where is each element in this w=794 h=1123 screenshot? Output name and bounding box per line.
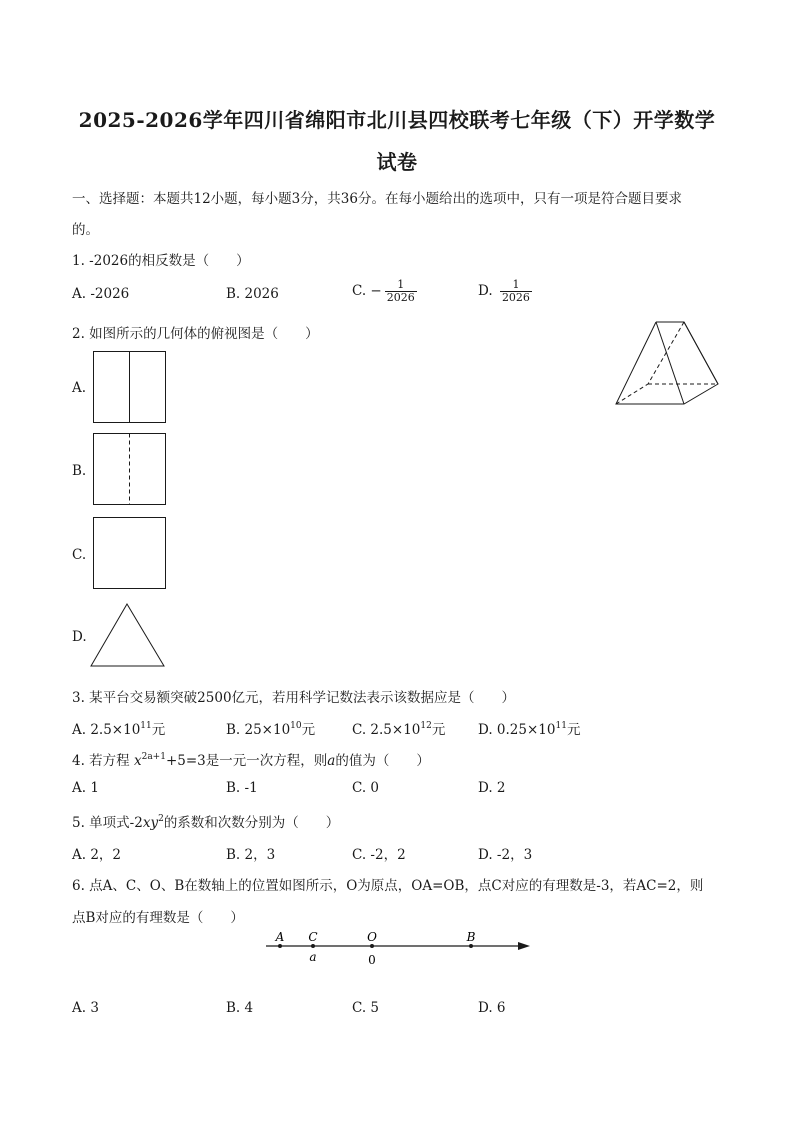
q3-option-d-exponent: 11 <box>555 721 567 731</box>
q2-option-a-label: A. <box>72 380 87 396</box>
q1-option-d-numerator: 1 <box>500 279 532 292</box>
q2-option-c-label: C. <box>72 547 87 563</box>
q5-stem-prefix: 5. 单项式-2 <box>72 815 143 831</box>
q1-option-c-numerator: 1 <box>385 279 417 292</box>
q4-stem-middle: +5=3是一元一次方程，则 <box>165 753 328 769</box>
axis-sub-label-c: a <box>309 950 317 964</box>
q1-option-c-fraction <box>385 279 417 304</box>
axis-label-a: A <box>275 930 285 944</box>
q5-option-b: B. 2，3 <box>226 847 276 863</box>
q3-option-a-base: A. 2.5×10 <box>72 722 141 738</box>
question-5-stem <box>72 811 339 831</box>
q6-option-b: B. 4 <box>226 1000 254 1016</box>
q3-option-b-unit: 元 <box>301 722 316 738</box>
question-2-stem: 2. 如图所示的几何体的俯视图是（ ） <box>72 326 319 342</box>
axis-label-c: C <box>308 930 318 944</box>
q3-option-a <box>72 718 165 738</box>
q1-option-d-prefix: D. <box>478 283 497 299</box>
q3-option-a-exponent: 11 <box>140 721 152 731</box>
q2-option-c-figure <box>93 517 167 590</box>
triangular-prism-figure <box>612 320 722 408</box>
q3-option-d-base: D. 0.25×10 <box>478 722 556 738</box>
question-1-stem: 1. -2026的相反数是（ ） <box>72 253 250 269</box>
q2-option-d-label: D. <box>72 629 87 645</box>
q5-option-c: C. -2，2 <box>352 847 406 863</box>
q1-option-c-prefix: C. − <box>352 283 382 299</box>
q6-option-a: A. 3 <box>72 1000 99 1016</box>
q3-option-c-base: C. 2.5×10 <box>352 722 421 738</box>
q5-option-d: D. -2，3 <box>478 847 533 863</box>
q6-option-d: D. 6 <box>478 1000 506 1016</box>
q4-option-b: B. -1 <box>226 780 258 796</box>
q6-option-c: C. 5 <box>352 1000 380 1016</box>
q4-option-a: A. 1 <box>72 780 99 796</box>
q3-option-c-unit: 元 <box>431 722 446 738</box>
q2-option-d-figure <box>90 603 166 668</box>
q3-option-d <box>478 718 580 738</box>
q3-option-a-unit: 元 <box>151 722 166 738</box>
q5-stem-suffix: 的系数和次数分别为（ ） <box>163 815 340 831</box>
question-4-stem <box>72 749 430 769</box>
q4-variable-x: x <box>133 753 142 769</box>
q2-option-a-figure <box>93 351 167 424</box>
q4-stem-suffix: 的值为（ ） <box>335 753 430 769</box>
q2-option-b-figure <box>93 433 167 506</box>
question-6-stem-line2: 点B对应的有理数是（ ） <box>72 910 244 926</box>
axis-label-o: O <box>367 930 377 944</box>
q5-exponent: 2 <box>158 814 164 824</box>
section-instructions-line2: 的。 <box>72 222 99 238</box>
axis-label-b: B <box>466 930 476 944</box>
axis-sub-label-origin: 0 <box>368 953 376 967</box>
q1-option-c <box>352 279 417 304</box>
q2-option-b-label: B. <box>72 463 87 479</box>
q1-option-b: B. 2026 <box>226 286 279 302</box>
number-line-figure <box>262 928 534 970</box>
q4-option-d: D. 2 <box>478 780 506 796</box>
q4-exponent: 2a+1 <box>141 752 166 762</box>
question-6-stem: 6. 点A、C、O、B在数轴上的位置如图所示，O为原点，OA=OB，点C对应的有理数是-3，若AC=2，则 <box>72 878 704 894</box>
q5-variable: xy <box>142 815 159 831</box>
page-title: 2025-2026学年四川省绵阳市北川县四校联考七年级（下）开学数学 <box>78 108 716 132</box>
q1-option-a: A. -2026 <box>72 286 130 302</box>
q1-option-d <box>478 279 532 304</box>
q1-option-d-denominator: 2026 <box>501 291 530 304</box>
q3-option-b <box>226 718 315 738</box>
question-3-stem: 3. 某平台交易额突破2500亿元，若用科学记数法表示该数据应是（ ） <box>72 690 516 706</box>
q3-option-b-base: B. 25×10 <box>226 722 291 738</box>
q4-stem-prefix: 4. 若方程 <box>72 753 134 769</box>
q3-option-c-exponent: 12 <box>420 721 432 731</box>
q4-variable-a: a <box>327 753 336 769</box>
q1-option-c-denominator: 2026 <box>386 291 415 304</box>
q5-option-a: A. 2，2 <box>72 847 122 863</box>
q3-option-b-exponent: 10 <box>290 721 302 731</box>
page-title-line2: 试卷 <box>376 150 418 174</box>
q4-option-c: C. 0 <box>352 780 380 796</box>
q1-option-d-fraction <box>500 279 532 304</box>
q3-option-c <box>352 718 445 738</box>
q3-option-d-unit: 元 <box>566 722 581 738</box>
section-instructions: 一、选择题：本题共12小题，每小题3分，共36分。在每小题给出的选项中，只有一项是符合题目要求 <box>72 191 682 207</box>
